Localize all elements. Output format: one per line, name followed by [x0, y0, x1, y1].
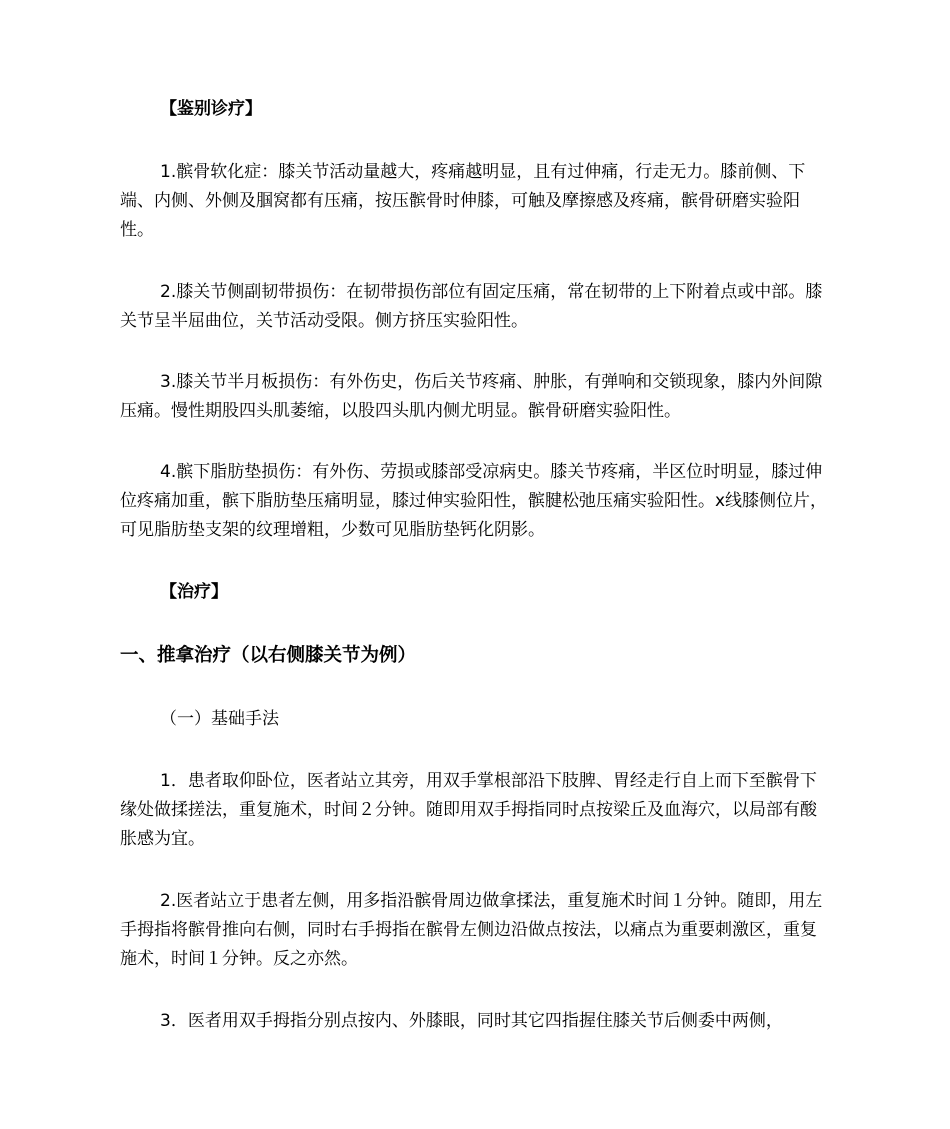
diff-item-3: 3.膝关节半月板损伤：有外伤史，伤后关节疼痛、肿胀，有弹响和交锁现象，膝内外间隙压痛。慢性期股四头肌萎缩，以股四头肌内侧尤明显。髌骨研磨实验阳性。 — [120, 372, 823, 421]
diff-diagnosis-heading: 【鉴别诊疗】 — [160, 99, 262, 119]
treatment-step-3: 3．医者用双手拇指分别点按内、外膝眼，同时其它四指握住膝关节后侧委中两侧， — [160, 1011, 783, 1031]
sub-heading-basic-technique: （一）基础手法 — [160, 709, 279, 729]
section-heading-massage: 一、推拿治疗（以右侧膝关节为例） — [120, 645, 417, 666]
treatment-step-2: 2.医者站立于患者左侧，用多指沿髌骨周边做拿揉法，重复施术时间１分钟。随即，用左手拇指将髌骨推向右侧，同时右手拇指在髌骨左侧边沿做点按法，以痛点为重要刺激区，重复施术，时间１分钟。反之亦然。 — [120, 891, 823, 969]
diff-item-1: 1.髌骨软化症：膝关节活动量越大，疼痛越明显，且有过伸痛，行走无力。膝前侧、下端、内侧、外侧及腘窝都有压痛，按压髌骨时伸膝，可触及摩擦感及疼痛，髌骨研磨实验阳性。 — [120, 162, 806, 240]
treatment-step-1: 1．患者取仰卧位，医者站立其旁，用双手掌根部沿下肢脾、胃经走行自上而下至髌骨下缘处做揉搓法，重复施术，时间２分钟。随即用双手拇指同时点按梁丘及血海穴，以局部有酸胀感为宜。 — [120, 771, 817, 849]
treatment-heading: 【治疗】 — [160, 582, 228, 602]
diff-item-4: 4.髌下脂肪垫损伤：有外伤、劳损或膝部受凉病史。膝关节疼痛，半区位时明显，膝过伸位疼痛加重，髌下脂肪垫压痛明显，膝过伸实验阳性，髌腱松弛压痛实验阳性。x线膝侧位片，可见脂肪垫支架的纹理增粗，少数可见脂肪垫钙化阴影。 — [120, 462, 828, 540]
diff-item-2: 2.膝关节侧副韧带损伤：在韧带损伤部位有固定压痛，常在韧带的上下附着点或中部。膝关节呈半屈曲位，关节活动受限。侧方挤压实验阳性。 — [120, 282, 823, 331]
